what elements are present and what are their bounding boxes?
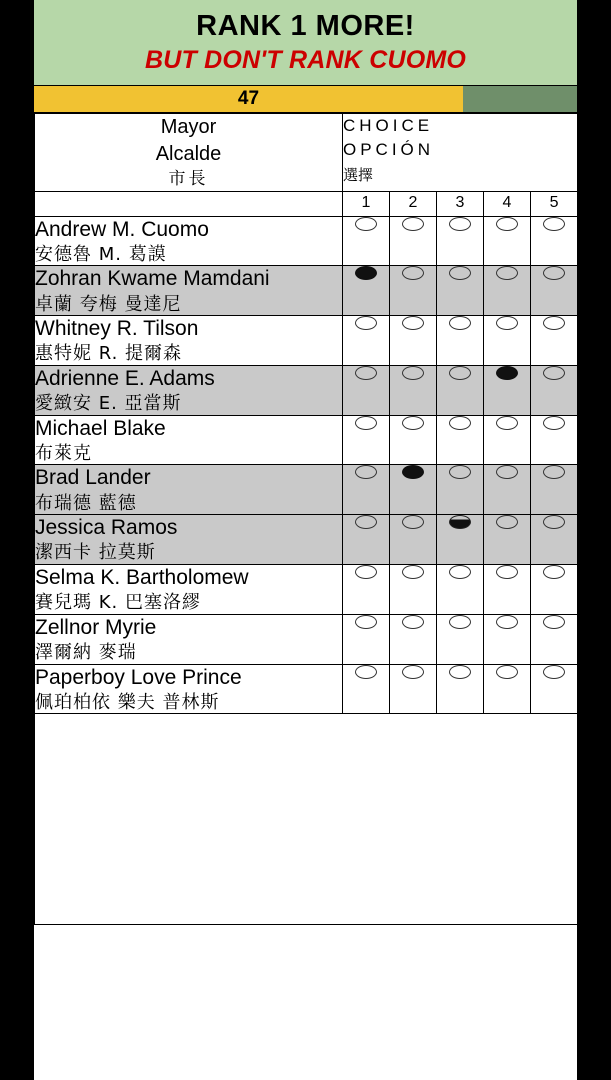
rank-oval-icon[interactable] (543, 366, 565, 380)
rank-oval-cell-2[interactable] (390, 216, 437, 266)
candidate-name-en: Adrienne E. Adams (35, 366, 215, 390)
table-row (35, 316, 578, 366)
rank-oval-icon[interactable] (449, 316, 471, 330)
rank-oval-cell-4[interactable] (484, 465, 531, 515)
rank-oval-cell-1[interactable] (343, 565, 390, 615)
rank-oval-cell-5[interactable] (531, 415, 578, 465)
progress-bar (34, 86, 577, 113)
office-name-es: Alcalde (155, 142, 222, 165)
candidate-name-zh: 愛緻安 E. 亞當斯 (35, 393, 182, 415)
rank-oval-icon[interactable] (449, 416, 471, 430)
rank-oval-icon[interactable] (496, 615, 518, 629)
rank-oval-icon[interactable] (543, 615, 565, 629)
rank-oval-cell-5[interactable] (531, 664, 578, 714)
rank-oval-icon[interactable] (496, 515, 518, 529)
candidate-name-zh: 潔西卡 拉莫斯 (35, 542, 156, 564)
rank-oval-cell-3[interactable] (437, 266, 484, 316)
rank-oval-icon[interactable] (402, 316, 424, 330)
candidate-name-zh: 布萊克 (35, 442, 92, 464)
banner-headline: RANK 1 MORE! (196, 10, 415, 42)
candidate-name-cell (35, 614, 343, 664)
rank-oval-icon[interactable] (449, 217, 471, 231)
candidate-name-zh: 惠特妮 R. 提爾森 (35, 343, 183, 365)
rank-oval-icon[interactable] (496, 366, 518, 380)
table-row (35, 465, 578, 515)
rank-oval-cell-5[interactable] (531, 316, 578, 366)
rank-oval-icon[interactable] (355, 266, 377, 280)
candidate-name-cell (35, 216, 343, 266)
table-row (35, 415, 578, 465)
candidate-name-en: Michael Blake (35, 416, 166, 440)
rank-oval-cell-1[interactable] (343, 316, 390, 366)
table-header-row (35, 113, 578, 191)
candidate-name-zh: 布瑞德 藍德 (35, 492, 137, 514)
candidate-name-cell (35, 415, 343, 465)
candidate-name-zh: 佩珀柏依 樂夫 普林斯 (35, 691, 220, 713)
rank-oval-cell-4[interactable] (484, 216, 531, 266)
rank-oval-cell-4[interactable] (484, 365, 531, 415)
rank-oval-icon[interactable] (449, 565, 471, 579)
rank-oval-cell-1[interactable] (343, 515, 390, 565)
rank-oval-icon[interactable] (355, 565, 377, 579)
banner-subheadline: BUT DON'T RANK CUOMO (144, 46, 467, 75)
candidate-name-en: Jessica Ramos (35, 516, 178, 540)
rank-oval-cell-2[interactable] (390, 614, 437, 664)
ballot-card (34, 0, 577, 1080)
rank-oval-cell-2[interactable] (390, 515, 437, 565)
rank-oval-cell-2[interactable] (390, 465, 437, 515)
rank-oval-cell-1[interactable] (343, 266, 390, 316)
rank-oval-cell-3[interactable] (437, 664, 484, 714)
choice-header-cell (343, 113, 578, 191)
rank-oval-icon[interactable] (402, 366, 424, 380)
rank-oval-cell-3[interactable] (437, 565, 484, 615)
rank-oval-cell-5[interactable] (531, 365, 578, 415)
candidate-name-en: Andrew M. Cuomo (35, 217, 209, 241)
rank-oval-icon[interactable] (543, 515, 565, 529)
choice-number-4: 4 (484, 191, 531, 216)
rank-oval-icon[interactable] (402, 465, 424, 479)
choice-label-en: CHOICE (343, 115, 434, 135)
rank-oval-icon[interactable] (543, 565, 565, 579)
rank-oval-cell-3[interactable] (437, 316, 484, 366)
rank-oval-cell-5[interactable] (531, 216, 578, 266)
candidate-name-zh: 澤爾納 麥瑞 (35, 641, 137, 663)
choice-number-5: 5 (531, 191, 578, 216)
candidate-name-zh: 賽兒瑪 K. 巴塞洛繆 (35, 592, 201, 614)
candidate-name-en: Zohran Kwame Mamdani (35, 267, 270, 291)
rank-oval-icon[interactable] (496, 465, 518, 479)
rank-oval-icon[interactable] (355, 615, 377, 629)
office-name-zh: 市長 (168, 168, 209, 189)
candidate-name-en: Paperboy Love Prince (35, 665, 242, 689)
rank-oval-icon[interactable] (402, 665, 424, 679)
rank-oval-cell-5[interactable] (531, 515, 578, 565)
ballot-tail-row (35, 714, 578, 925)
rank-oval-icon[interactable] (496, 316, 518, 330)
rank-oval-cell-5[interactable] (531, 565, 578, 615)
rank-oval-cell-1[interactable] (343, 614, 390, 664)
rank-oval-icon[interactable] (402, 217, 424, 231)
rank-oval-icon[interactable] (402, 615, 424, 629)
rank-oval-icon[interactable] (449, 515, 471, 529)
rank-oval-cell-4[interactable] (484, 415, 531, 465)
rank-oval-icon[interactable] (402, 515, 424, 529)
rank-oval-icon[interactable] (355, 665, 377, 679)
table-row (35, 216, 578, 266)
rank-oval-icon[interactable] (496, 416, 518, 430)
candidate-name-cell (35, 365, 343, 415)
rank-oval-cell-1[interactable] (343, 415, 390, 465)
rank-oval-cell-3[interactable] (437, 465, 484, 515)
choice-number-3: 3 (437, 191, 484, 216)
rank-oval-cell-3[interactable] (437, 216, 484, 266)
ballot-blank-area (35, 714, 578, 925)
ballot-banner (34, 0, 577, 86)
choice-number-row (35, 191, 578, 216)
rank-oval-cell-4[interactable] (484, 266, 531, 316)
progress-bar-fill (34, 86, 463, 112)
candidate-name-cell (35, 565, 343, 615)
rank-oval-icon[interactable] (402, 416, 424, 430)
rank-oval-cell-3[interactable] (437, 365, 484, 415)
table-row (35, 565, 578, 615)
rank-oval-icon[interactable] (402, 565, 424, 579)
rank-oval-icon[interactable] (355, 515, 377, 529)
choice-number-1: 1 (343, 191, 390, 216)
rank-oval-cell-5[interactable] (531, 266, 578, 316)
rank-oval-icon[interactable] (496, 266, 518, 280)
candidate-list (35, 216, 578, 714)
candidate-name-cell (35, 664, 343, 714)
candidate-name-cell (35, 266, 343, 316)
table-row (35, 365, 578, 415)
rank-oval-icon[interactable] (543, 465, 565, 479)
rank-oval-cell-2[interactable] (390, 266, 437, 316)
rank-oval-cell-4[interactable] (484, 565, 531, 615)
rank-oval-cell-1[interactable] (343, 664, 390, 714)
progress-bar-value: 47 (237, 87, 260, 109)
candidate-name-en: Zellnor Myrie (35, 615, 157, 639)
candidate-name-cell (35, 316, 343, 366)
table-row (35, 664, 578, 714)
rank-oval-icon[interactable] (543, 316, 565, 330)
office-header-cell (35, 113, 343, 191)
rank-oval-icon[interactable] (496, 665, 518, 679)
rank-oval-cell-3[interactable] (437, 515, 484, 565)
rank-oval-icon[interactable] (543, 416, 565, 430)
rank-oval-icon[interactable] (449, 665, 471, 679)
rank-oval-cell-4[interactable] (484, 316, 531, 366)
rank-oval-icon[interactable] (355, 316, 377, 330)
table-row (35, 266, 578, 316)
rank-oval-cell-5[interactable] (531, 614, 578, 664)
rank-oval-icon[interactable] (402, 266, 424, 280)
rank-oval-cell-5[interactable] (531, 465, 578, 515)
rank-oval-cell-2[interactable] (390, 565, 437, 615)
rank-oval-cell-4[interactable] (484, 515, 531, 565)
rank-oval-cell-4[interactable] (484, 614, 531, 664)
rank-oval-cell-2[interactable] (390, 415, 437, 465)
progress-bar-track (463, 86, 577, 112)
table-row (35, 515, 578, 565)
rank-oval-icon[interactable] (543, 266, 565, 280)
table-row (35, 614, 578, 664)
candidate-name-en: Whitney R. Tilson (35, 317, 199, 341)
rank-oval-icon[interactable] (355, 366, 377, 380)
rank-oval-cell-2[interactable] (390, 316, 437, 366)
rank-oval-cell-3[interactable] (437, 415, 484, 465)
choice-label-es: OPCIÓN (343, 140, 435, 160)
office-name-en: Mayor (160, 115, 217, 138)
rank-oval-cell-1[interactable] (343, 216, 390, 266)
choice-number-2: 2 (390, 191, 437, 216)
rank-oval-icon[interactable] (449, 266, 471, 280)
rank-oval-cell-3[interactable] (437, 614, 484, 664)
rank-oval-icon[interactable] (496, 217, 518, 231)
rank-oval-cell-2[interactable] (390, 365, 437, 415)
rank-oval-cell-1[interactable] (343, 365, 390, 415)
rank-oval-icon[interactable] (449, 615, 471, 629)
candidate-name-cell (35, 515, 343, 565)
rank-oval-icon[interactable] (355, 416, 377, 430)
number-row-spacer (35, 191, 343, 216)
rank-oval-icon[interactable] (355, 217, 377, 231)
candidate-name-en: Brad Lander (35, 466, 151, 490)
candidate-name-cell (35, 465, 343, 515)
rank-oval-cell-2[interactable] (390, 664, 437, 714)
ballot-table (34, 113, 578, 926)
rank-oval-icon[interactable] (543, 217, 565, 231)
rank-oval-icon[interactable] (449, 366, 471, 380)
candidate-name-zh: 安德魯 M. 葛謨 (35, 243, 167, 265)
candidate-name-zh: 卓蘭 夸梅 曼達尼 (35, 293, 182, 315)
rank-oval-icon[interactable] (449, 465, 471, 479)
candidate-name-en: Selma K. Bartholomew (35, 566, 249, 589)
rank-oval-icon[interactable] (496, 565, 518, 579)
rank-oval-cell-4[interactable] (484, 664, 531, 714)
rank-oval-icon[interactable] (543, 665, 565, 679)
choice-label-zh: 選擇 (343, 165, 374, 184)
rank-oval-icon[interactable] (355, 465, 377, 479)
rank-oval-cell-1[interactable] (343, 465, 390, 515)
